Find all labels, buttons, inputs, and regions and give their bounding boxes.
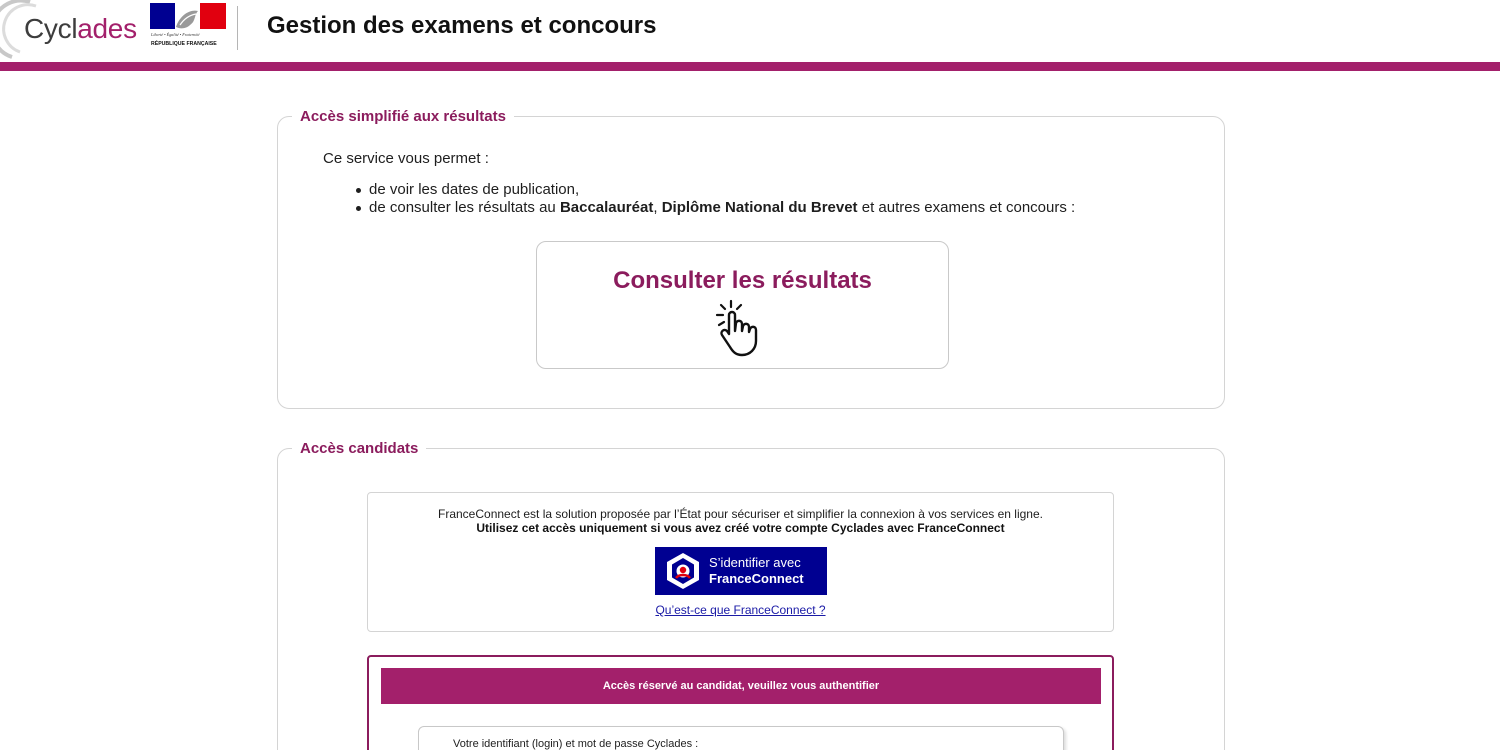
- header-accent-bar: [0, 62, 1500, 71]
- bullet-consult-results: [369, 199, 1075, 217]
- app-header: [0, 0, 1500, 62]
- candidate-login-header: Accès réservé au candidat, veuillez vous authentifier: [381, 668, 1101, 704]
- consult-results-label: Consulter les résultats: [613, 267, 872, 294]
- candidate-login-box: [367, 655, 1114, 750]
- franceconnect-info-link[interactable]: Qu’est-ce que FranceConnect ?: [655, 603, 826, 617]
- franceconnect-login-button[interactable]: [655, 547, 827, 595]
- franceconnect-hexagon-icon: [663, 551, 703, 591]
- candidates-section-legend: Accès candidats: [292, 440, 426, 457]
- republic-name: RÉPUBLIQUE FRANÇAISE: [151, 41, 217, 47]
- franceconnect-description: FranceConnect est la solution proposée par l’État pour sécuriser et simplifier la connexion à vos services en ligne.: [438, 507, 1043, 521]
- bullet-text-after: et autres examens et concours :: [857, 199, 1076, 216]
- logo-prefix: Cycl: [24, 13, 78, 44]
- logo-accent: ades: [77, 13, 137, 44]
- bullet-brevet: Diplôme National du Brevet: [661, 199, 858, 216]
- franceconnect-box: [367, 492, 1114, 632]
- franceconnect-button-line1: S’identifier avec: [709, 555, 801, 570]
- cyclades-logo[interactable]: [24, 13, 137, 45]
- results-section: [277, 108, 1225, 409]
- consult-results-button[interactable]: [536, 241, 949, 369]
- credentials-label: Votre identifiant (login) et mot de passe Cyclades :: [453, 738, 699, 750]
- bullet-publication-dates: de voir les dates de publication,: [369, 181, 1075, 199]
- bullet-sep: ,: [653, 199, 662, 216]
- credentials-panel: [418, 726, 1064, 750]
- franceconnect-button-line2: FranceConnect: [709, 571, 804, 586]
- franceconnect-warning: Utilisez cet accès uniquement si vous avez créé votre compte Cyclades avec FranceConnect: [476, 521, 1005, 535]
- bullet-text-before: de consulter les résultats au: [369, 199, 560, 216]
- page-title: Gestion des examens et concours: [267, 12, 657, 39]
- results-section-legend: Accès simplifié aux résultats: [292, 108, 514, 125]
- bullet-bac: Baccalauréat: [559, 199, 654, 216]
- results-intro: Ce service vous permet :: [323, 150, 489, 167]
- republic-motto: Liberté • Égalité • Fraternité: [151, 32, 200, 37]
- results-bullet-list: [369, 181, 1075, 217]
- header-divider: [237, 6, 238, 50]
- pointing-hand-click-icon: [715, 299, 771, 357]
- republique-francaise-logo: [150, 3, 226, 49]
- candidates-section: [277, 440, 1225, 750]
